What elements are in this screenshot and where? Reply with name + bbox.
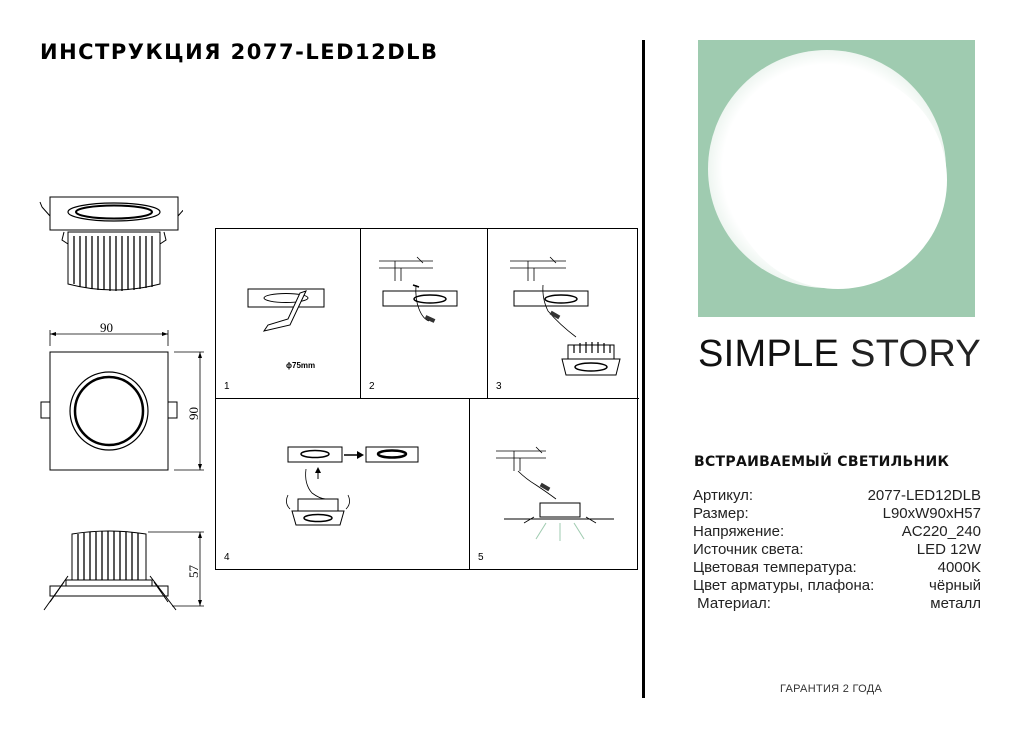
height-dimension-label: 90 <box>186 407 201 420</box>
spec-list <box>693 487 981 613</box>
spec-value: металл <box>930 595 981 612</box>
spec-label: Напряжение: <box>693 523 785 540</box>
step-4-panel <box>216 399 470 569</box>
brand-word-2: STORY <box>850 333 982 375</box>
spec-row <box>693 577 981 595</box>
step-1-panel <box>216 229 361 399</box>
spec-row <box>693 559 981 577</box>
brand-logo <box>698 333 981 376</box>
step-5-illustration <box>470 399 639 569</box>
document-title: ИНСТРУКЦИЯ 2077-LED12DLB <box>40 40 439 64</box>
spec-row <box>693 487 981 505</box>
installation-steps-grid <box>215 228 638 570</box>
spec-row <box>693 523 981 541</box>
spec-label: Цвет арматуры, плафона: <box>693 577 875 594</box>
step-2-number: 2 <box>369 381 375 392</box>
spec-row <box>693 505 981 523</box>
spec-row <box>693 541 981 559</box>
product-perspective-drawing <box>38 192 183 297</box>
spec-value: L90xW90xH57 <box>882 505 981 522</box>
product-light-image <box>698 40 975 317</box>
step-1-illustration <box>216 229 361 399</box>
product-top-view-drawing <box>36 318 216 478</box>
spec-label: Размер: <box>693 505 749 522</box>
spec-label: Источник света: <box>693 541 804 558</box>
step-5-panel <box>470 399 639 569</box>
cutout-diameter-label: ϕ75mm <box>286 361 316 370</box>
vertical-divider <box>642 40 645 698</box>
spec-label: Цветовая температура: <box>693 559 857 576</box>
depth-dimension-label: 57 <box>186 565 201 578</box>
product-type-heading: ВСТРАИВАЕМЫЙ СВЕТИЛЬНИК <box>694 454 950 470</box>
step-3-panel <box>488 229 639 399</box>
spec-row <box>693 595 981 613</box>
spec-value: чёрный <box>929 577 981 594</box>
brand-word-1: SIMPLE <box>698 333 840 375</box>
spec-value: 2077-LED12DLB <box>867 487 981 504</box>
spec-value: 4000K <box>937 559 981 576</box>
product-side-view-drawing <box>36 522 216 622</box>
spec-label: Артикул: <box>693 487 754 504</box>
step-2-illustration <box>361 229 488 399</box>
spec-value: LED 12W <box>916 541 981 558</box>
step-3-number: 3 <box>496 381 502 392</box>
width-dimension-label: 90 <box>100 320 113 335</box>
step-5-number: 5 <box>478 552 484 563</box>
step-1-number: 1 <box>224 381 230 392</box>
step-4-number: 4 <box>224 552 230 563</box>
spec-value: AC220_240 <box>901 523 981 540</box>
step-2-panel <box>361 229 488 399</box>
light-disc <box>729 71 947 289</box>
step-3-illustration <box>488 229 639 399</box>
warranty-note: ГАРАНТИЯ 2 ГОДА <box>780 683 883 695</box>
step-4-illustration <box>216 399 470 569</box>
spec-label: Материал: <box>693 595 771 612</box>
